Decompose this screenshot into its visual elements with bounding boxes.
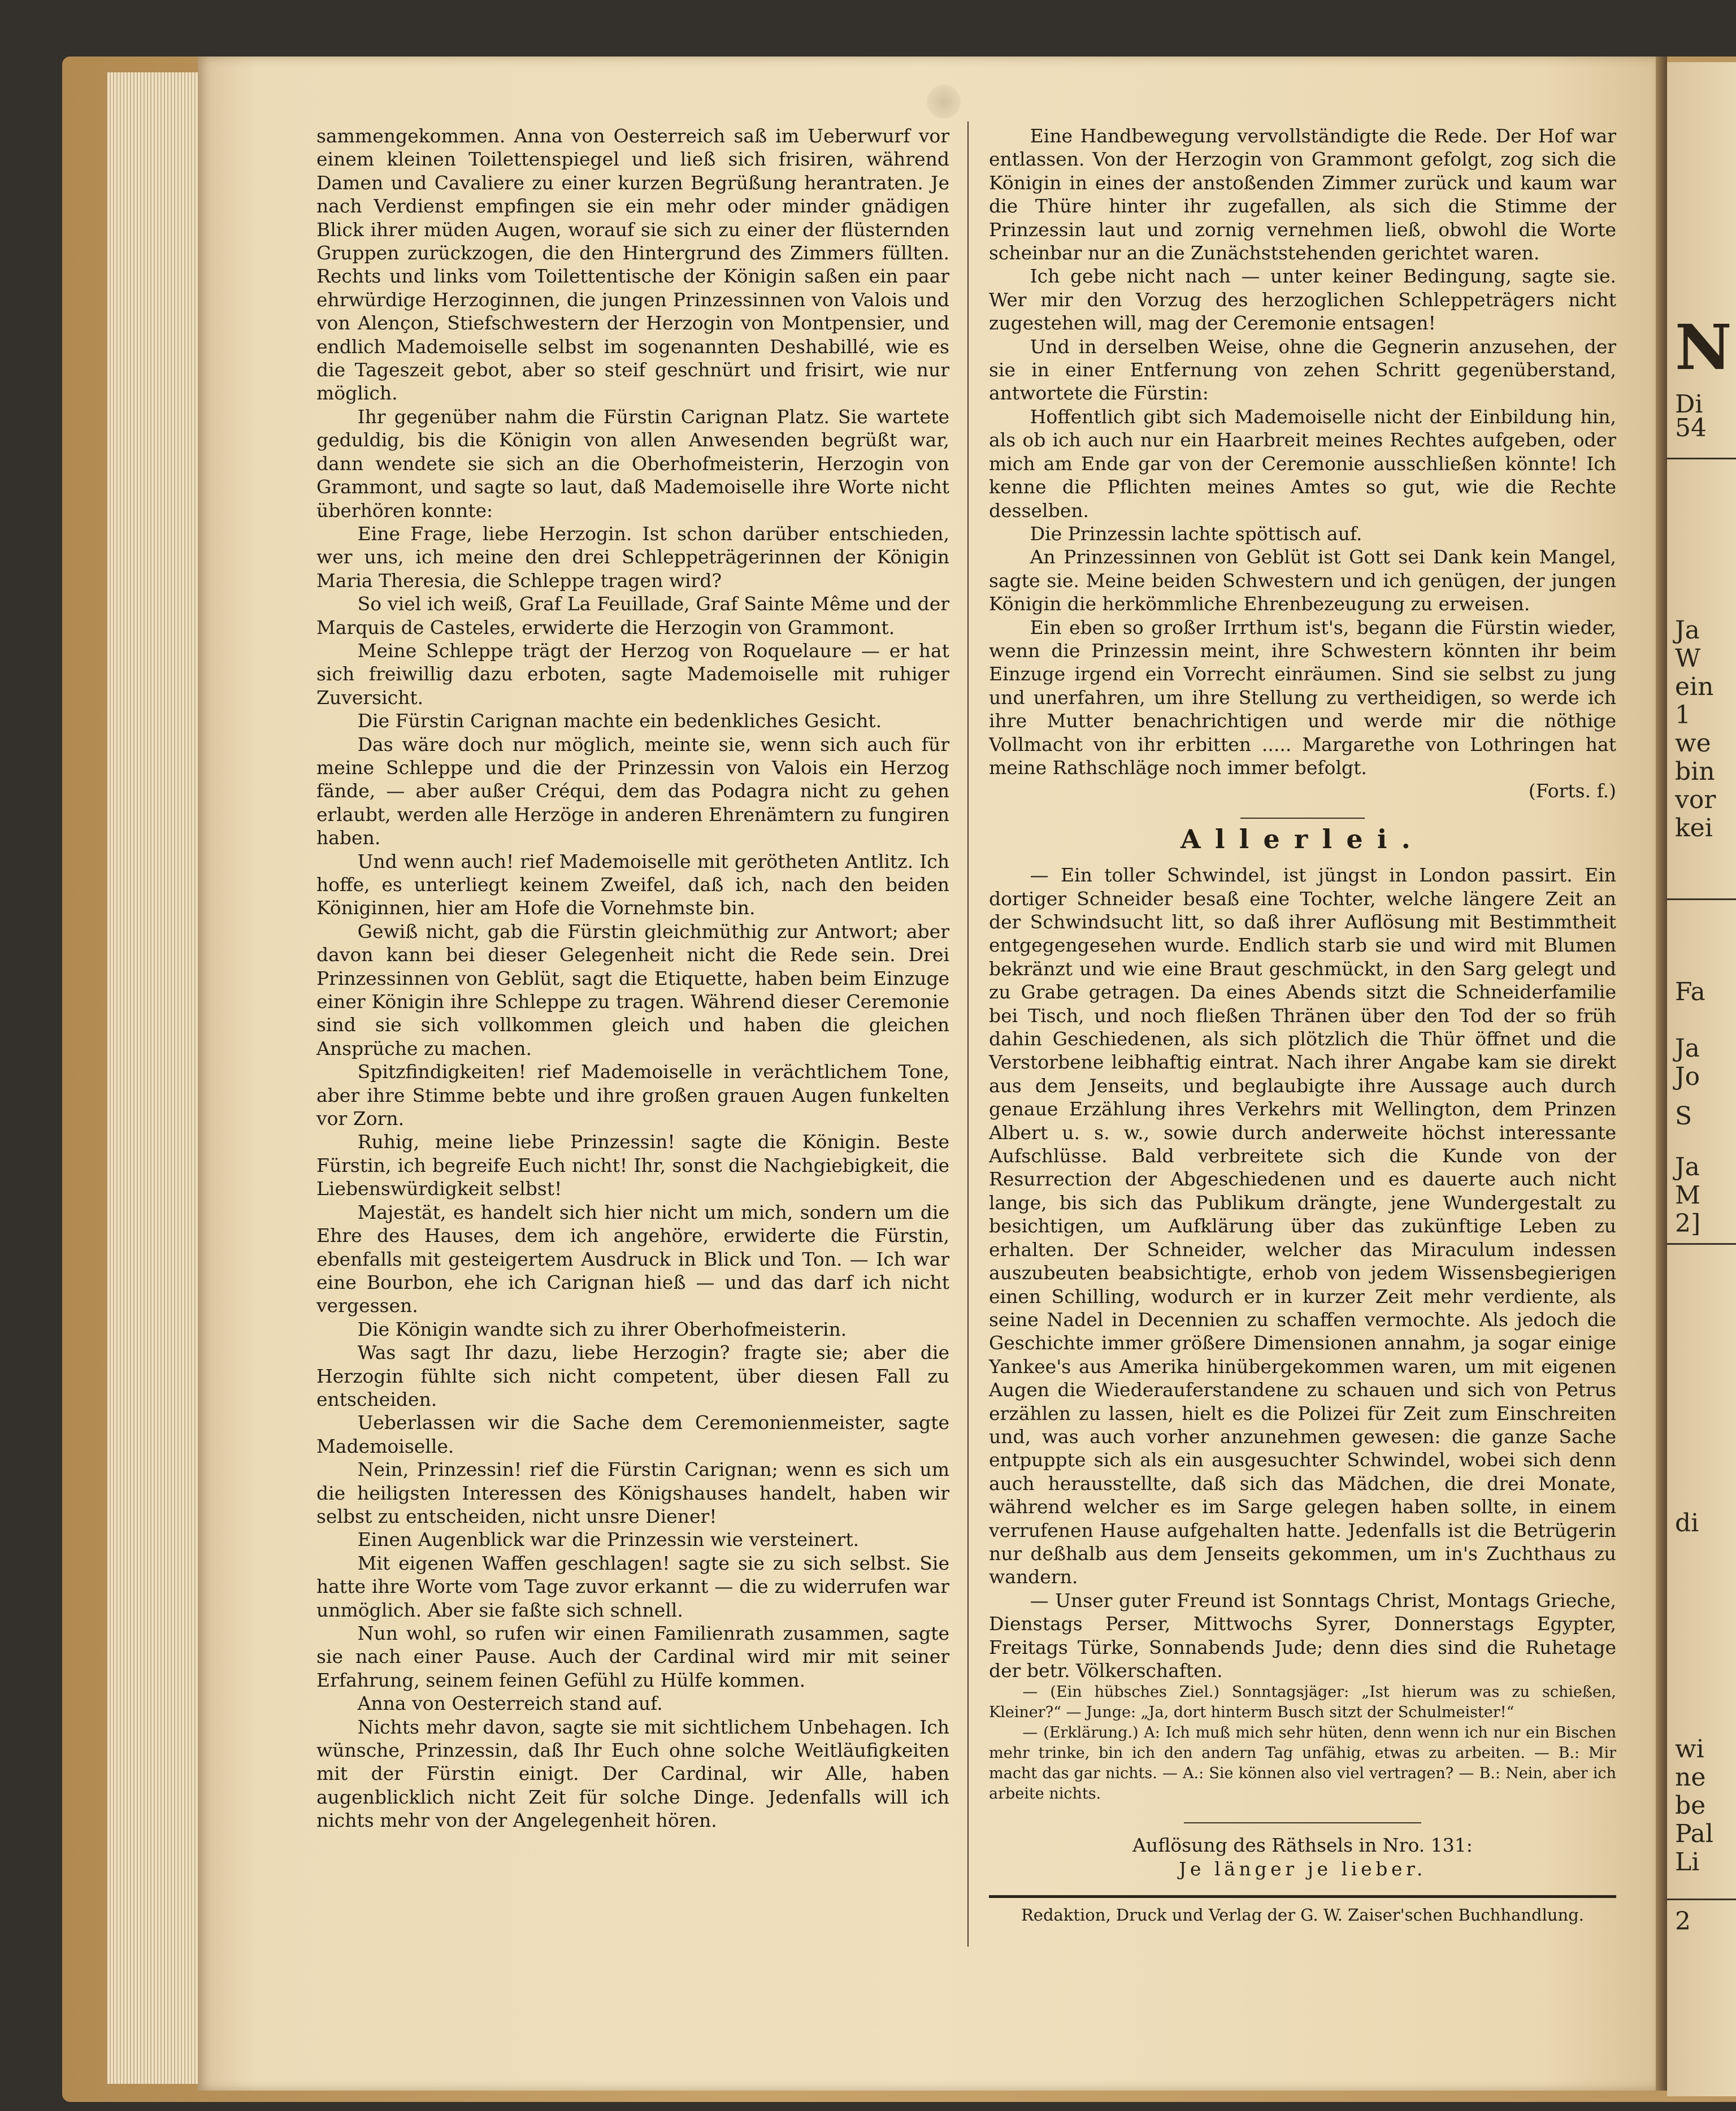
paper-stain: [927, 85, 961, 119]
paragraph: sammengekommen. Anna von Oesterreich saß im Ueberwurf vor einem kleinen Toilettenspiegel und ließ sich frisiren, während Damen und Cavaliere zu einer kurzen Begrüßung herantraten. Je nach Verdienst empfingen sie ein mehr oder minder gnädigen Blick ihrer müden Augen, worauf sie sich zu einer der flüsternden Gruppen zurückzogen, die den Hintergrund des Zimmers füllten. Rechts und links vom Toilettentische der Königin saßen ein paar ehrwürdige Herzoginnen, die jungen Prinzessinnen von Valois und von Alençon, Stiefschwestern der Herzogin von Montpensier, und endlich Mademoiselle selbst im sogenannten Deshabillé, wie es die Tageszeit gebot, aber so steif geschnürt und frisirt, wie nur möglich.: [316, 125, 949, 405]
next-page-rule: [1667, 458, 1736, 459]
left-column: [316, 124, 949, 1832]
next-page-fragment: wi: [1675, 1735, 1704, 1763]
paragraph: Anna von Oesterreich stand auf.: [357, 1692, 663, 1715]
paragraph: Die Fürstin Carignan machte ein bedenkliches Gesicht.: [357, 710, 882, 732]
paragraph: Mit eigenen Waffen geschlagen! sagte sie zu sich selbst. Sie hatte ihre Worte vom Tage zuvor erkannt — die zu widerrufen war unmöglich. Aber sie faßte sich schnell.: [316, 1552, 949, 1621]
paragraph: So viel ich weiß, Graf La Feuillade, Graf Sainte Même und der Marquis de Casteles, erwiderte die Herzogin von Grammont.: [316, 593, 949, 638]
paragraph: Meine Schleppe trägt der Herzog von Roquelaure — er hat sich freiwillig dazu erboten, sagte Mademoiselle mit ruhiger Zuversicht.: [316, 639, 949, 709]
next-page-fragment: Jo: [1675, 1062, 1700, 1091]
next-page-fragment: W: [1675, 644, 1701, 673]
joke-item: — (Ein hübsches Ziel.) Sonntagsjäger: „Ist hierum was zu schießen, Kleiner?“ — Junge: „Ja, dort hinterm Busch sitzt der Schulmeister!“: [989, 1683, 1616, 1722]
next-page-fragment: 2]: [1675, 1209, 1701, 1238]
next-page-fragment: Li: [1675, 1848, 1700, 1877]
paragraph: Das wäre doch nur möglich, meinte sie, wenn sich auch für meine Schleppe und die der Prinzessin von Valois ein Herzog fände, — aber außer Créqui, dem das Podagra nicht zu gehen erlaubt, werden alle Herzöge in anderen Ehrenämtern zu fungiren haben.: [316, 733, 949, 849]
next-page-fragment: ein: [1675, 672, 1714, 701]
paragraph: Und wenn auch! rief Mademoiselle mit gerötheten Antlitz. Ich hoffe, es unterliegt keinem Zweifel, daß ich, nach den beiden Königinnen, hier am Hofe die Vornehmste bin.: [316, 850, 949, 919]
paragraph: Spitzfindigkeiten! rief Mademoiselle in verächtlichem Tone, aber ihre Stimme bebte und ihre großen grauen Augen funkelten vor Zorn.: [316, 1061, 949, 1130]
next-page-fragment: 54: [1675, 414, 1707, 442]
paragraph: Was sagt Ihr dazu, liebe Herzogin? fragte sie; aber die Herzogin fühlte sich nicht competent, über diesen Fall zu entscheiden.: [316, 1341, 949, 1410]
next-page-rule: [1667, 1243, 1736, 1245]
right-column: [989, 124, 1616, 1927]
next-page-fragment: we: [1675, 729, 1711, 758]
next-page-fragment: kei: [1675, 814, 1713, 842]
next-page-fragment: Di: [1675, 390, 1703, 419]
paragraph: Die Prinzessin lachte spöttisch auf.: [1030, 522, 1362, 545]
paragraph: Eine Handbewegung vervollständigte die Rede. Der Hof war entlassen. Von der Herzogin von Grammont gefolgt, zog sich die Königin in eines der anstoßenden Zimmer zurück und kaum war die Thüre hinter ihr zugefallen, als sich die Stimme der Prinzessin laut und zornig vernehmen ließ, obwohl die Worte scheinbar nur an die Zunächststehenden gerichtet waren.: [989, 125, 1616, 264]
paragraph: Eine Frage, liebe Herzogin. Ist schon darüber entschieden, wer uns, ich meine den drei Schleppeträgerinnen der Königin Maria Theresia, die Schleppe tragen wird?: [316, 522, 949, 592]
imprint: Redaktion, Druck und Verlag der G. W. Zaiser'schen Buchhandlung.: [1021, 1905, 1585, 1925]
next-page-fragment: M: [1675, 1181, 1701, 1210]
next-page-rule: [1667, 1899, 1736, 1900]
next-page-fragment: Ja: [1675, 1034, 1700, 1063]
paragraph: Ich gebe nicht nach — unter keiner Bedingung, sagte sie. Wer mir den Vorzug des herzoglichen Schleppeträgers nicht zugestehen will, mag der Ceremonie entsagen!: [989, 265, 1616, 335]
book-gutter: [1656, 57, 1667, 2091]
next-page-fragment: ne: [1675, 1763, 1706, 1792]
continuation-note: (Forts. f.): [1528, 780, 1616, 802]
joke-item: — (Erklärung.) A: Ich muß mich sehr hüten, denn wenn ich nur ein Bischen mehr trinke, bin ich den andern Tag unfähig, etwas zu arbeiten. — B.: Mir macht das gar nichts. — A.: Sie können also viel vertragen? — B.: Nein, aber ich arbeite nichts.: [989, 1724, 1616, 1803]
paragraph: Nichts mehr davon, sagte sie mit sichtlichem Unbehagen. Ich wünsche, Prinzessin, daß Ihr Euch ohne solche Weitläufigkeiten mit der Fürstin einigt. Der Cardinal, wir Alle, haben augenblicklich nicht Zeit für solche Dinge. Jedenfalls will ich nichts mehr von der Angelegenheit hören.: [316, 1715, 949, 1832]
paragraph: Nun wohl, so rufen wir einen Familienrath zusammen, sagte sie nach einer Pause. Auch der Cardinal wird mir mit seiner Erfahrung, seinem feinen Gefühl zu Hülfe kommen.: [316, 1622, 949, 1691]
paragraph: Nein, Prinzessin! rief die Fürstin Carignan; wenn es sich um die heiligsten Interessen des Königshauses handelt, haben wir selbst zu entscheiden, nicht unsre Diener!: [316, 1458, 949, 1527]
paragraph: Ein eben so großer Irrthum ist's, begann die Fürstin wieder, wenn die Prinzessin meint, ihre Schwestern könnten ihr beim Einzuge irgend ein Vorrecht einräumen. Sind sie selbst zu jung und unerfahren, um ihre Stellung zu vertheidigen, so werde ich ihre Mutter benachrichtigen und werde mir die nöthige Vollmacht von ihr erbitten ..... Margarethe von Lothringen hat meine Rathschläge noch immer befolgt.: [989, 616, 1616, 779]
next-page-fragment: Ja: [1675, 616, 1700, 645]
paragraph: Ueberlassen wir die Sache dem Ceremonienmeister, sagte Mademoiselle.: [316, 1411, 949, 1457]
paragraph: Ruhig, meine liebe Prinzessin! sagte die Königin. Beste Fürstin, ich begreife Euch nicht! Ihr, sonst die Nachgiebigkeit, die Liebenswürdigkeit selbst!: [316, 1131, 949, 1200]
next-page-fragment: 2: [1675, 1907, 1691, 1936]
paragraph: Hoffentlich gibt sich Mademoiselle nicht der Einbildung hin, als ob ich auch nur ein Haarbreit meines Rechtes aufgeben, oder mich am Ende gar von der Ceremonie ausschließen könnte! Ich kenne die Pflichten meines Amtes so gut, wie die Rechte desselben.: [989, 405, 1616, 522]
paragraph: Die Königin wandte sich zu ihrer Oberhofmeisterin.: [357, 1318, 847, 1340]
riddle-solution-answer: Je länger je lieber.: [1179, 1857, 1426, 1880]
paragraph: Ihr gegenüber nahm die Fürstin Carignan Platz. Sie wartete geduldig, bis die Königin von allen Anwesenden begrüßt war, dann wendete sie sich an die Oberhofmeisterin, Herzogin von Grammont, und sagte so laut, daß Mademoiselle ihre Worte nicht überhören konnte:: [316, 405, 949, 522]
paragraph: Gewiß nicht, gab die Fürstin gleichmüthig zur Antwort; aber davon kann bei dieser Gelegenheit nicht die Rede sein. Drei Prinzessinnen von Geblüt, sagt die Etiquette, haben beim Einzuge einer Königin ihre Schleppe zu tragen. Während dieser Ceremonie sind sie sich vollkommen gleich und haben die gleichen Ansprüche zu machen.: [316, 920, 949, 1059]
paragraph: Einen Augenblick war die Prinzessin wie versteinert.: [357, 1528, 860, 1551]
next-page-fragment: bin: [1675, 757, 1715, 786]
solution-rule: [1184, 1822, 1421, 1823]
next-page-fragment: N: [1675, 311, 1732, 384]
imprint-rule: [989, 1895, 1616, 1898]
news-item: — Ein toller Schwindel, ist jüngst in London passirt. Ein dortiger Schneider besaß eine Tochter, welche längere Zeit an der Schwindsucht litt, so daß ihrer Auflösung mit Bestimmtheit entgegengesehen wurde. Endlich starb sie und wird mit Blumen bekränzt und wie eine Braut geschmückt, in den Sarg gelegt und zu Grabe getragen. Da eines Abends sitzt die Schneiderfamilie bei Tisch, und noch fließen Thränen über den Tod der so früh dahin Geschiedenen, als sich plötzlich die Thür öffnet und die Verstorbene leibhaftig eintrat. Nach ihrer Angabe kam sie direkt aus dem Jenseits, und beglaubigte ihre Aussage auch durch genaue Erzählung ihres Verkehrs mit Wellington, dem Prinzen Albert u. s. w., sowie durch anderweite höchst interessante Aufschlüsse. Bald verbreitete sich die Kunde von der Resurrection der Abgeschiedenen und es dauerte auch nicht lange, bis sich das Publikum drängte, jene Wundergestalt zu besichtigen, um Aufklärung über das zukünftige Leben zu erhalten. Der Schneider, welcher das Miraculum indessen auszubeuten beabsichtigte, erhob von jedem Wissensbegierigen einen Schilling, wodurch er in kurzer Zeit mehr verdiente, als seine Nadel in Decennien zu schaffen vermochte. Als jedoch die Geschichte immer größere Dimensionen annahm, ja sogar einige Yankee's aus Amerika hinübergekommen waren, um mit eigenen Augen die Wiederauferstandene zu schauen und sich von Petrus erzählen zu lassen, hielt es die Polizei für Zeit zum Einschreiten und, was auch vorher anzunehmen gewesen: die ganze Sache entpuppte sich als ein ausgesuchter Schwindel, wobei sich denn auch herausstellte, daß sich das Mädchen, die drei Monate, während welcher es im Sarge gelegen haben sollte, in einem verrufenen Hause aufgehalten hatte. Jedenfalls ist die Betrügerin nur deßhalb aus dem Jenseits gekommen, um in's Zuchthaus zu wandern.: [989, 864, 1616, 1588]
paragraph: Und in derselben Weise, ohne die Gegnerin anzusehen, der sie in einer Entfernung von zehen Schritt gegenüberstand, antwortete die Fürstin:: [989, 335, 1616, 405]
next-page-fragment: di: [1675, 1509, 1699, 1537]
next-page-fragment: 1: [1675, 701, 1691, 729]
next-page-fragment: S: [1675, 1102, 1692, 1131]
paragraph: Majestät, es handelt sich hier nicht um mich, sondern um die Ehre des Hauses, dem ich angehöre, erwiderte die Fürstin, ebenfalls mit gesteigertem Ausdruck in Blick und Ton. — Ich war eine Bourbon, ehe ich Carignan hieß — und das darf ich nicht vergessen.: [316, 1201, 949, 1317]
section-title: Allerlei.: [1180, 823, 1425, 854]
next-page-fragment: vor: [1675, 785, 1716, 814]
next-page-rule: [1667, 898, 1736, 900]
next-page-fragment: Fa: [1675, 978, 1705, 1006]
next-page-fragment: Ja: [1675, 1153, 1700, 1182]
paragraph: An Prinzessinnen von Geblüt ist Gott sei Dank kein Mangel, sagte sie. Meine beiden Schwestern und ich genügen, der jungen Königin die herkömmliche Ehrenbezeugung zu erweisen.: [989, 546, 1616, 615]
next-page-edge: [1667, 62, 1736, 2096]
section-rule: [1240, 818, 1365, 819]
column-divider: [967, 121, 969, 1947]
news-item: — Unser guter Freund ist Sonntags Christ, Montags Grieche, Dienstags Perser, Mittwochs Syrer, Donnerstags Egypter, Freitags Türke, Sonnabends Jude; denn dies sind die Ruhetage der betr. Völkerschaften.: [989, 1589, 1616, 1682]
next-page-fragment: be: [1675, 1791, 1706, 1820]
next-page-fragment: Pal: [1675, 1819, 1713, 1848]
riddle-solution-label: Auflösung des Räthsels in Nro. 131:: [1132, 1834, 1473, 1857]
